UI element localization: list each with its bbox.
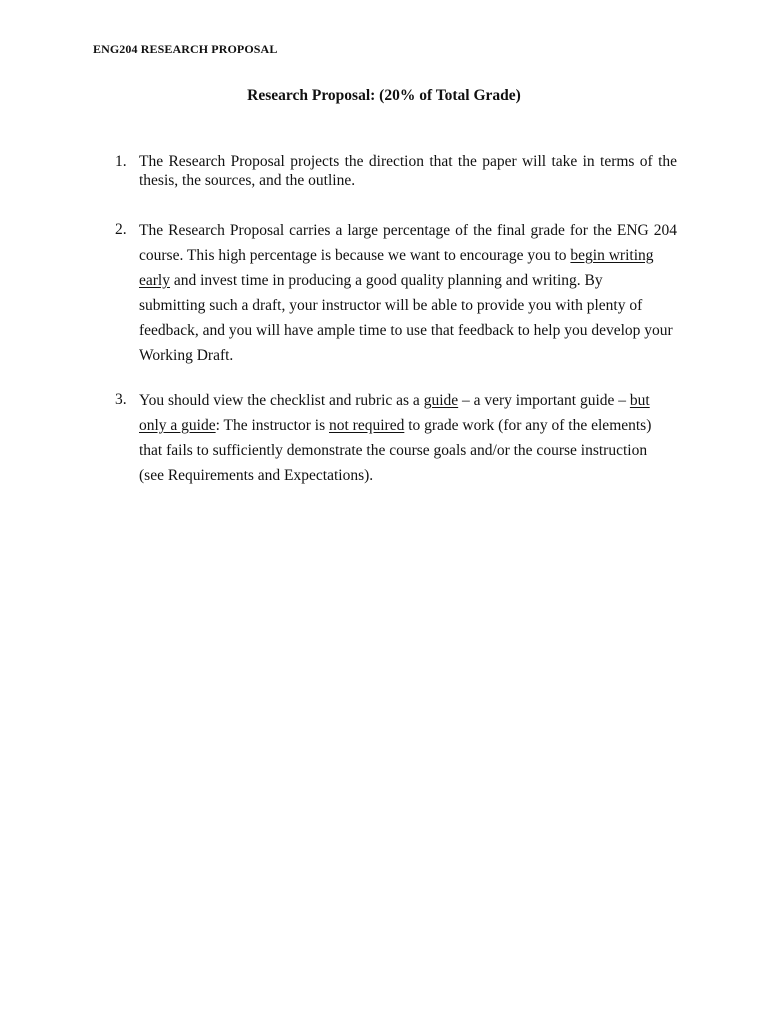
text-run: course. This high percentage is because we want to encourage you to [139,247,571,264]
paragraph-line [139,271,677,296]
paragraph-line: feedback, and you will have ample time to use that feedback to help you develop your [139,322,673,339]
paragraph-line [139,391,677,416]
underlined-text: early [139,272,170,289]
paragraph-line: (see Requirements and Expectations). [139,467,374,484]
paragraph-line: that fails to sufficiently demonstrate the course goals and/or the course instruction [139,442,648,459]
paragraph-line [139,246,677,271]
underlined-text: only a guide [139,417,216,434]
paragraph-line: submitting such a draft, your instructor will be able to provide you with plenty of [139,297,643,314]
text-run: – a very important guide – [458,392,630,409]
underlined-text: but [629,392,650,409]
list-item-number: 3. [115,391,127,408]
running-header: ENG204 RESEARCH PROPOSAL [93,42,278,56]
paragraph-line: The Research Proposal carries a large percentage of the final grade for the ENG 204 [139,222,677,239]
list-item-body [139,153,677,205]
underlined-text: begin writing [570,247,654,264]
document-title: Research Proposal: (20% of Total Grade) [247,87,521,104]
list-item-body [139,391,677,491]
underlined-text: guide [423,392,459,409]
text-run: and invest time in producing a good quality planning and writing. By [169,272,603,289]
text-run: You should view the checklist and rubric as a [139,392,424,409]
list-item-body [139,221,677,371]
text-run: : The instructor is [215,417,329,434]
paragraph-line: Working Draft. [139,347,234,364]
paragraph-line [139,416,677,441]
list-item-number: 1. [115,153,127,170]
paragraph-line: The Research Proposal projects the direction that the paper will take in terms of the [139,153,677,170]
text-run: to grade work (for any of the elements) [404,417,652,434]
underlined-text: not required [329,417,405,434]
list-item-number: 2. [115,221,127,238]
paragraph-line: thesis, the sources, and the outline. [139,172,356,189]
